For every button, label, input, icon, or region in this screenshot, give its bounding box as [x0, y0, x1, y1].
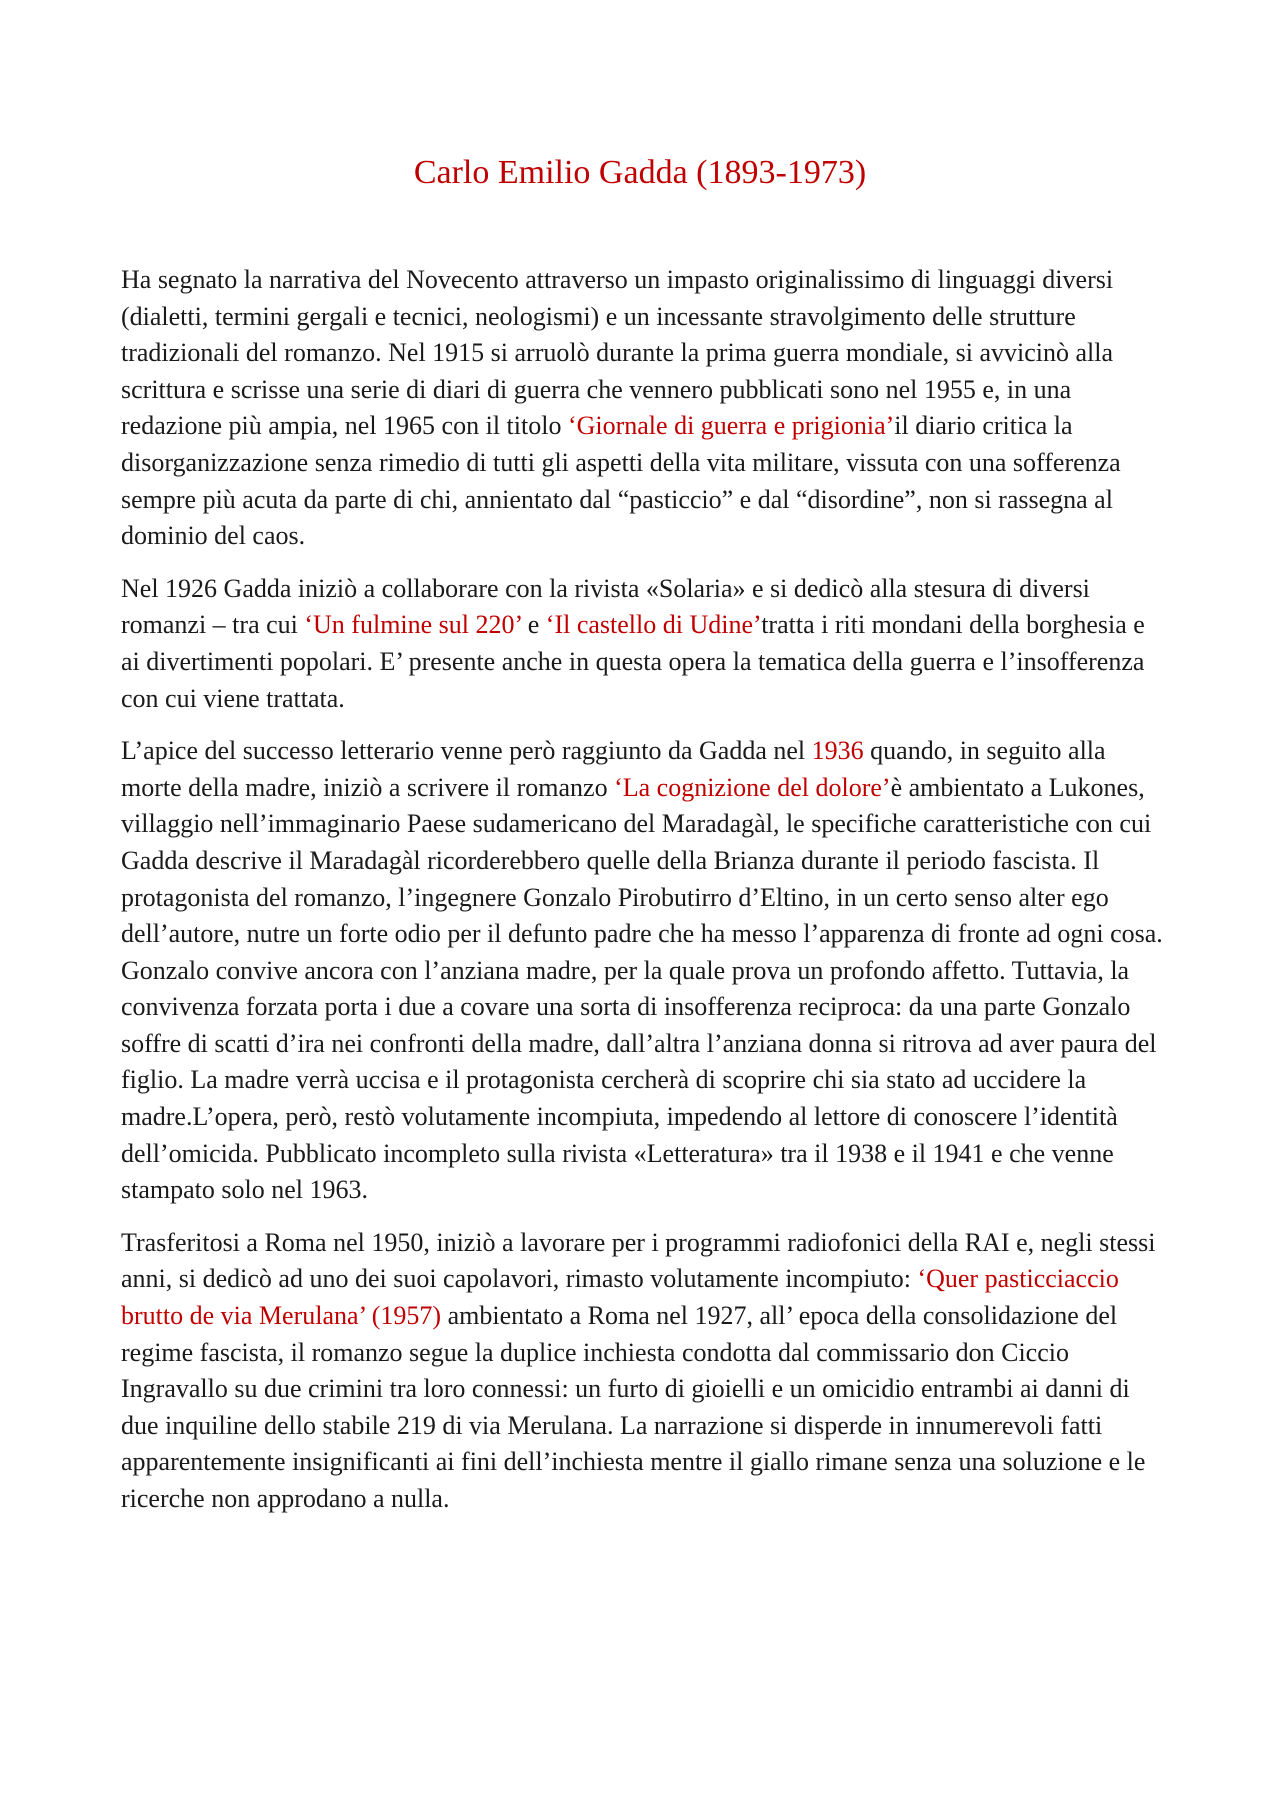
paragraph-3 [121, 733, 1166, 1209]
paragraph-1-text-2: il diario critica la disorganizzazione senza rimedio di tutti gli aspetti della vita militare, vissuta con una sofferenza sempre più acuta da parte di chi, annientato dal “pasticcio” e dal “disordine”, non si rassegna al dominio del caos. [121, 411, 1121, 551]
year-highlight-1936: 1936 [811, 736, 864, 766]
paragraph-2-text-3: tratta i riti mondani della borghesia e ai divertimenti popolari. E’ presente anche in questa opera la tematica della guerra e l’insofferenza con cui viene trattata. [121, 610, 1145, 713]
paragraph-3-text-1: L’apice del successo letterario venne però raggiunto da Gadda nel [121, 736, 812, 766]
work-title-castello: ‘Il castello di Udine’ [545, 610, 762, 640]
paragraph-2-text-2: e [521, 610, 546, 640]
paragraph-4 [121, 1225, 1166, 1518]
paragraph-3-text-3: è ambientato a Lukones, villaggio nell’immaginario Paese sudamericano del Maradagàl, le specifiche caratteristiche con cui Gadda descrive il Maradagàl ricorderebbero quelle della Brianza durante il periodo fascista. Il protagonista del romanzo, l’ingegnere Gonzalo Pirobutirro d’Eltino, in un certo senso alter ego dell’autore, nutre un forte odio per il defunto padre che ha messo l’apparenza di fronte ad ogni cosa. Gonzalo convive ancora con l’anziana madre, per la quale prova un profondo affetto. Tuttavia, la convivenza forzata porta i due a covare una sorta di insofferenza reciproca: da una parte Gonzalo soffre di scatti d’ira nei confronti della madre, dall’altra l’anziana donna si ritrova ad aver paura del figlio. La madre verrà uccisa e il protagonista cercherà di scoprire chi sia stato ad uccidere la madre.L’opera, però, restò volutamente incompiuta, impedendo al lettore di conoscere l’identità dell’omicida. Pubblicato incompleto sulla rivista «Letteratura» tra il 1938 e il 1941 e che venne stampato solo nel 1963. [121, 772, 1163, 1205]
work-title-giornale: ‘Giornale di guerra e prigionia’ [567, 411, 895, 441]
work-title-pasticciaccio: ‘Quer pasticciaccio brutto de via Merulana’ (1957) [121, 1264, 1119, 1331]
paragraph-2-text-1: Nel 1926 Gadda iniziò a collaborare con la rivista «Solaria» e si dedicò alla stesura di diversi romanzi – tra cui [121, 573, 1090, 640]
paragraph-1-text-1: Ha segnato la narrativa del Novecento attraverso un impasto originalissimo di linguaggi diversi (dialetti, termini gergali e tecnici, neologismi) e un incessante stravolgimento delle strutture tradizionali del romanzo. Nel 1915 si arruolò durante la prima guerra mondiale, si avvicinò alla scrittura e scrisse una serie di diari di guerra che vennero pubblicati sono nel 1955 e, in una redazione più ampia, nel 1965 con il titolo [121, 265, 1114, 441]
page-title: Carlo Emilio Gadda (1893-1973) [413, 154, 867, 191]
paragraph-4-text-2: ambientato a Roma nel 1927, all’ epoca della consolidazione del regime fascista, il romanzo segue la duplice inchiesta condotta dal commissario don Ciccio Ingravallo su due crimini tra loro connessi: un furto di gioielli e un omicidio entrambi ai danni di due inquiline dello stabile 219 di via Merulana. La narrazione si disperde in innumerevoli fatti apparentemente insignificanti ai fini dell’inchiesta mentre il giallo rimane senza una soluzione e le ricerche non approdano a nulla. [121, 1301, 1146, 1513]
work-title-fulmine: ‘Un fulmine sul 220’ [304, 610, 522, 640]
document-body [121, 262, 1166, 1534]
work-title-cognizione: ‘La cognizione del dolore’ [614, 772, 891, 802]
paragraph-3-text-2: quando, in seguito alla morte della madre, iniziò a scrivere il romanzo [121, 736, 1106, 802]
paragraph-1 [121, 262, 1166, 555]
paragraph-2 [121, 571, 1166, 717]
paragraph-4-text-1: Trasferitosi a Roma nel 1950, iniziò a lavorare per i programmi radiofonici della RAI e, negli stessi anni, si dedicò ad uno dei suoi capolavori, rimasto volutamente incompiuto: [121, 1227, 1156, 1294]
